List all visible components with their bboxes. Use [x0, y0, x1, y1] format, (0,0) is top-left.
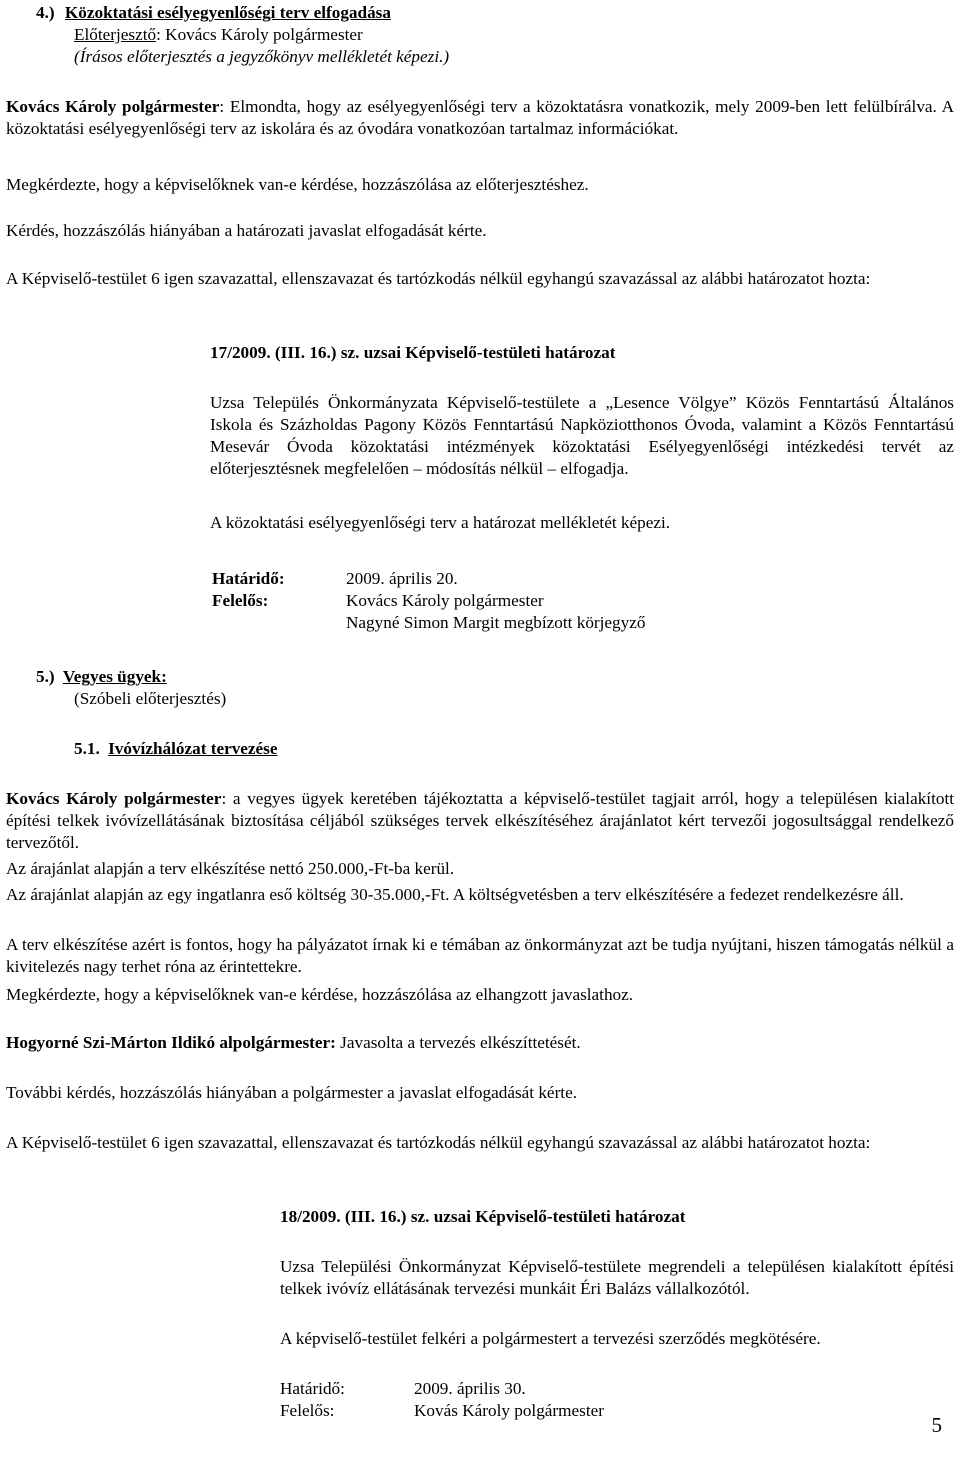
- item4-number: 4.): [36, 3, 55, 22]
- presenter-value: : Kovács Károly polgármester: [156, 25, 363, 44]
- item4-paragraph-1: Kovács Károly polgármester: Elmondta, hogy az esélyegyenlőségi terv a közoktatásra vonatkozik, mely 2009-ben lett felülbírálva. A közoktatási esélyegyenlőségi terv az iskolára és az óvodára vonatkozóan tartalmaz információkat.: [6, 97, 954, 138]
- item5-1-number: 5.1.: [74, 739, 100, 758]
- resolution-18-meta: [280, 1378, 960, 1422]
- item5-paragraph-2: Az árajánlat alapján a terv elkészítése nettó 250.000,-Ft-ba kerül.: [6, 859, 455, 878]
- item5-note: (Szóbeli előterjesztés): [74, 689, 227, 708]
- resolution-18-title: 18/2009. (III. 16.) sz. uzsai Képviselő-testületi határozat: [280, 1207, 686, 1226]
- item5-paragraph-1: Kovács Károly polgármester: a vegyes ügyek keretében tájékoztatta a képviselő-testület tagjait arról, hogy a településen kialakított építési telkek ivóvízellátásának biztosítása céljából szükséges tervek elkészítéséhez árajánlatot kért tervezői jogosultsággal rendelkező tervezőtől.: [6, 789, 954, 852]
- item5-vice-mayor: Hogyorné Szi-Márton Ildikó alpolgármester: Javasolta a tervezés elkészíttetését.: [6, 1033, 581, 1052]
- item4-title: Közoktatási esélyegyenlőségi terv elfogadása: [64, 3, 391, 22]
- deadline-label: Határidő:: [212, 569, 285, 588]
- speaker2-name: Hogyorné Szi-Márton Ildikó alpolgármester:: [6, 1033, 336, 1052]
- item4-presenter: [74, 24, 363, 46]
- speaker-name: Kovács Károly polgármester: [6, 97, 220, 116]
- item5-1-title: Ivóvízhálózat tervezése: [108, 739, 278, 758]
- item5-paragraph-3: Az árajánlat alapján az egy ingatlanra eső költség 30-35.000,-Ft. A költségvetésben a terv elkészítésére a fedezet rendelkezésre áll.: [6, 885, 904, 904]
- item5-vote: A Képviselő-testület 6 igen szavazattal, ellenszavazat és tartózkodás nélkül egyhangú szavazással az alábbi határozatot hozta:: [6, 1133, 871, 1152]
- item4-vote: A Képviselő-testület 6 igen szavazattal, ellenszavazat és tartózkodás nélkül egyhangú szavazással az alábbi határozatot hozta:: [6, 269, 871, 288]
- item5-paragraph-5: Megkérdezte, hogy a képviselőknek van-e kérdése, hozzászólása az elhangzott javaslathoz.: [6, 985, 634, 1004]
- resolution-17-note: A közoktatási esélyegyenlőségi terv a határozat mellékletét képezi.: [210, 513, 671, 532]
- deadline-value: 2009. április 20.: [346, 569, 458, 588]
- item5-1-heading: [74, 738, 278, 760]
- deadline-value: 2009. április 30.: [414, 1379, 526, 1398]
- resolution-18-text: Uzsa Települési Önkormányzat Képviselő-testülete megrendeli a településen kialakított építési telkek ivóvíz ellátásának tervezési munkáit Éri Balázs vállalkozótól.: [280, 1257, 954, 1298]
- item5-paragraph-6: További kérdés, hozzászólás hiányában a polgármester a javaslat elfogadását kérte.: [6, 1083, 577, 1102]
- deadline-label: Határidő:: [280, 1379, 345, 1398]
- item4-note: (Írásos előterjesztés a jegyzőkönyv mellékletét képezi.): [74, 47, 450, 66]
- responsible-value-1: Kovács Károly polgármester: [346, 591, 544, 610]
- resolution-17-meta: [212, 568, 912, 634]
- speaker-name: Kovács Károly polgármester: [6, 789, 222, 808]
- responsible-label: Felelős:: [280, 1401, 335, 1420]
- item5-paragraph-4: A terv elkészítése azért is fontos, hogy ha pályázatot írnak ki e témában az önkormányzat azt be tudja nyújtani, hiszen támogatás nélkül a kivitelezés nagy terhet róna az érintettekre.: [6, 935, 954, 976]
- item4-paragraph-3: Kérdés, hozzászólás hiányában a határozati javaslat elfogadását kérte.: [6, 221, 487, 240]
- item4-paragraph-2: Megkérdezte, hogy a képviselőknek van-e kérdése, hozzászólása az előterjesztéshez.: [6, 175, 589, 194]
- responsible-label: Felelős:: [212, 591, 269, 610]
- page-number: 5: [931, 1413, 942, 1437]
- responsible-value-2: Nagyné Simon Margit megbízott körjegyző: [346, 613, 646, 632]
- item5-title: Vegyes ügyek:: [62, 667, 167, 686]
- item5-number: 5.): [36, 667, 55, 686]
- item4-heading: [36, 2, 391, 24]
- responsible-value: Kovás Károly polgármester: [414, 1401, 604, 1420]
- resolution-17-title: 17/2009. (III. 16.) sz. uzsai Képviselő-testületi határozat: [210, 343, 616, 362]
- resolution-17-text: Uzsa Település Önkormányzata Képviselő-testülete a „Lesence Völgye” Közös Fenntartású Általános Iskola és Százholdas Pagony Közös Fenntartású Napköziotthonos Óvoda, valamint a Közös Fenntartású Mesevár Óvoda közoktatási intézmények közoktatási Esélyegyenlőségi intézkedési tervét az előterjesztésnek megfelelően – módosítás nélkül – elfogadja.: [210, 393, 954, 478]
- item5-heading: [36, 666, 167, 688]
- presenter-label: Előterjesztő: [74, 25, 157, 44]
- resolution-18-note: A képviselő-testület felkéri a polgármestert a tervezési szerződés megkötésére.: [280, 1329, 821, 1348]
